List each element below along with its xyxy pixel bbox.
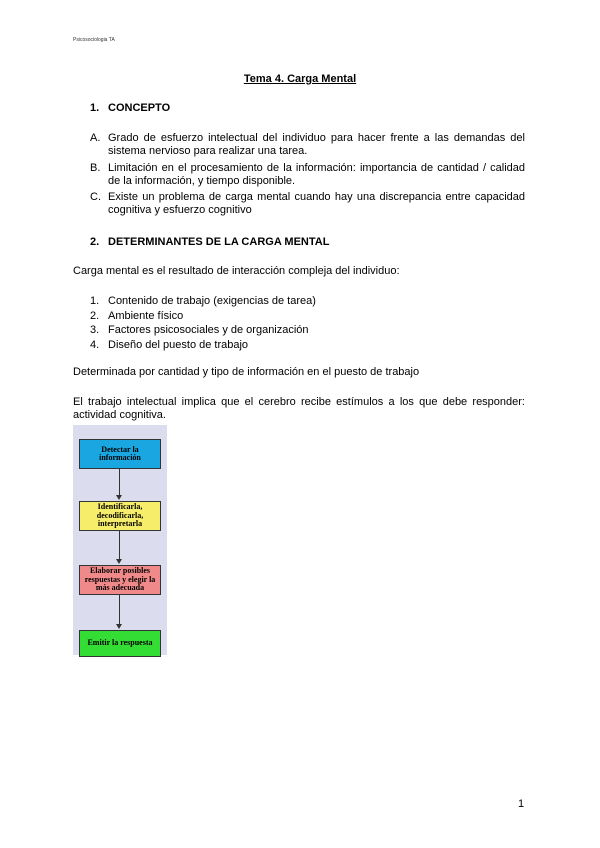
list-item-text: Limitación en el procesamiento de la información: importancia de cantidad / calidad de la información, y tiempo disponible.	[108, 162, 525, 187]
list-item-text: Grado de esfuerzo intelectual del individuo para hacer frente a las demandas del sistema nervioso para realizar una tarea.	[108, 132, 525, 157]
section-title: CONCEPTO	[108, 102, 171, 114]
list-item-label: 2.	[90, 309, 100, 322]
list-item-label: 3.	[90, 324, 100, 336]
flow-step-identificar: Identificarla, decodificarla, interpretarla	[79, 501, 161, 531]
list-item-text: Factores psicosociales y de organización	[108, 324, 309, 336]
list-item	[90, 323, 316, 338]
list-item-label: A.	[90, 132, 101, 144]
paragraph-determinada: Determinada por cantidad y tipo de información en el puesto de trabajo	[73, 366, 420, 378]
flowchart	[73, 425, 167, 655]
section-title: DETERMINANTES DE LA CARGA MENTAL	[108, 236, 330, 248]
list-item	[90, 294, 316, 309]
flow-connector	[119, 531, 120, 560]
page-number: 1	[518, 798, 525, 810]
list-item-label: 1.	[90, 295, 100, 307]
list-item-label: C.	[90, 191, 101, 203]
page-title: Tema 4. Carga Mental	[243, 73, 357, 85]
section-heading-determinantes	[90, 236, 329, 248]
paragraph-intro: Carga mental es el resultado de interacción compleja del individuo:	[73, 265, 400, 277]
list-item-text: Ambiente físico	[108, 309, 184, 322]
section-number: 2.	[90, 236, 100, 248]
list-item-text: Contenido de trabajo (exigencias de tarea)	[108, 295, 316, 307]
list-item	[90, 162, 525, 188]
section-number: 1.	[90, 102, 100, 114]
page-header: Psicosociologia TA	[73, 37, 115, 43]
list-item-text: Existe un problema de carga mental cuando hay una discrepancia entre capacidad cognitiva y esfuerzo cognitivo	[108, 191, 525, 216]
list-item-text: Diseño del puesto de trabajo	[108, 338, 249, 351]
flow-connector	[119, 469, 120, 496]
flow-step-elaborar: Elaborar posibles respuestas y elegir la más adecuada	[79, 565, 161, 595]
flow-step-detectar: Detectar la información	[79, 439, 161, 469]
list-item	[90, 132, 525, 158]
arrow-down-icon	[116, 495, 122, 500]
arrow-down-icon	[116, 559, 122, 564]
numbered-list	[90, 294, 316, 352]
paragraph-trabajo-intelectual: El trabajo intelectual implica que el cerebro recibe estímulos a los que debe responder: actividad cognitiva.	[73, 396, 525, 421]
list-item-label: 4.	[90, 338, 100, 351]
list-item-label: B.	[90, 162, 101, 174]
list-item	[90, 309, 316, 324]
flow-connector	[119, 595, 120, 625]
list-item	[90, 338, 316, 353]
flow-step-emitir: Emitir la respuesta	[79, 630, 161, 657]
arrow-down-icon	[116, 624, 122, 629]
list-item	[90, 191, 525, 217]
section-heading-concepto	[90, 102, 170, 114]
